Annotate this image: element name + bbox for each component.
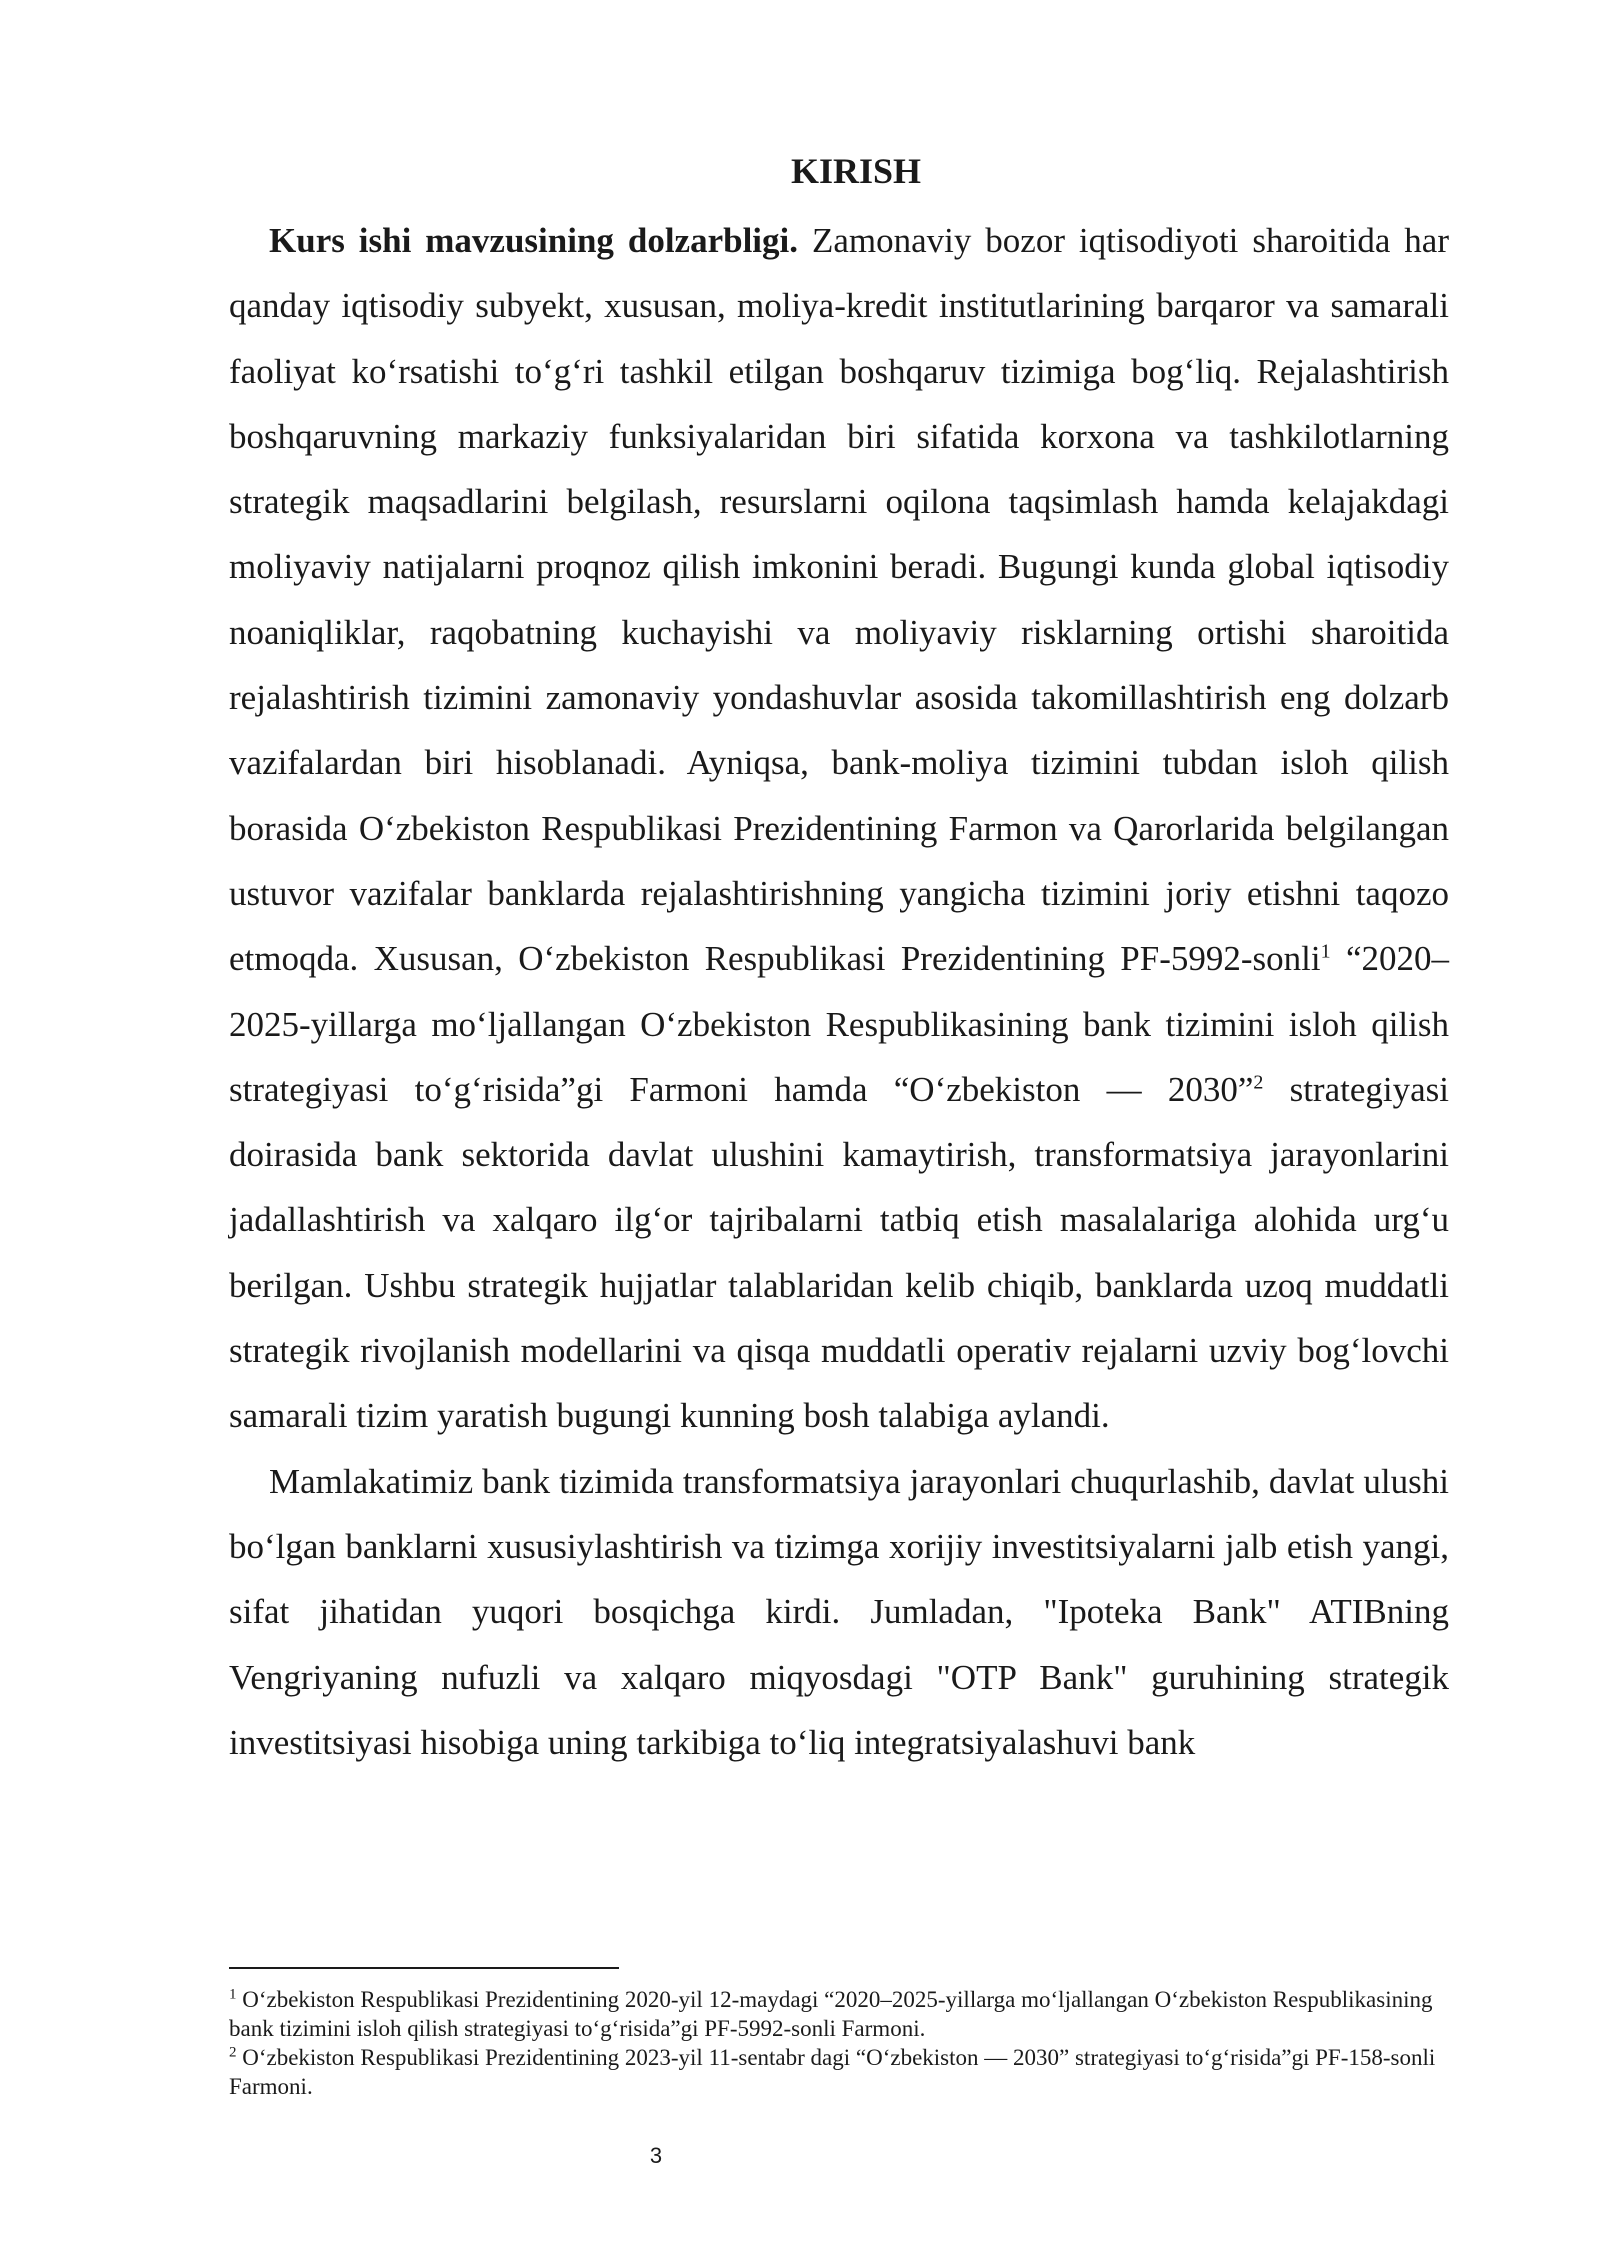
footnote-separator <box>229 1967 619 1969</box>
footnote-marker: 1 <box>229 1986 237 2003</box>
footnotes <box>229 1985 1449 2101</box>
footnote-reference-1[interactable]: 1 <box>1320 940 1331 963</box>
page-number: 3 <box>649 2143 663 2168</box>
footnote-reference-2[interactable]: 2 <box>1253 1071 1264 1094</box>
paragraph-relevance <box>229 208 1449 1449</box>
paragraph-transformation: Mamlakatimiz bank tizimida transformatsiya jarayonlari chuqurlashib, davlat ulushi boʻlgan banklarni xususiylashtirish va tizimga xorijiy investitsiyalarni jalb etish yangi, sifat jihatidan yuqori bosqichga kirdi. Jumladan, "Ipoteka Bank" ATIBning Vengriyaning nufuzli va xalqaro miqyosdagi "OTP Bank" guruhining strategik investitsiyasi hisobiga uning tarkibiga toʻliq integratsiyalashuvi bank <box>229 1461 1449 1762</box>
paragraph-text: strategiyasi doirasida bank sektorida davlat ulushini kamaytirish, transformatsiya jarayonlarini jadallashtirish va xalqaro ilgʻor tajribalarni tatbiq etish masalalariga alohida urgʻu berilgan. Ushbu strategik hujjatlar talablaridan kelib chiqib, banklarda uzoq muddatli strategik rivojlanish modellarini va qisqa muddatli operativ rejalarni uzviy bogʻlovchi samarali tizim yaratish bugungi kunning bosh talabiga aylandi. <box>229 1069 1449 1436</box>
paragraph-lead: Kurs ishi mavzusining dolzarbligi. <box>269 221 799 260</box>
footnote-marker: 2 <box>229 2044 237 2061</box>
footnote-text: Oʻzbekiston Respublikasi Prezidentining 2020-yil 12-maydagi “2020–2025-yillarga moʻljallangan Oʻzbekiston Respublikasining bank tizimini isloh qilish strategiyasi toʻgʻrisida”gi PF-5992-sonli Farmoni. <box>229 1987 1433 2041</box>
body-text <box>229 208 1449 1775</box>
footnote-2 <box>229 2043 1449 2101</box>
section-heading: KIRISH <box>790 151 922 191</box>
paragraph-text: Zamonaviy bozor iqtisodiyoti sharoitida har qanday iqtisodiy subyekt, xususan, moliya-kredit institutlarining barqaror va samarali faoliyat koʻrsatishi toʻgʻri tashkil etilgan boshqaruv tizimiga bogʻliq. Rejalashtirish boshqaruvning markaziy funksiyalaridan biri sifatida korxona va tashkilotlarning strategik maqsadlarini belgilash, resurslarni oqilona taqsimlash hamda kelajakdagi moliyaviy natijalarni proqnoz qilish imkonini beradi. Bugungi kunda global iqtisodiy noaniqliklar, raqobatning kuchayishi va moliyaviy risklarning ortishi sharoitida rejalashtirish tizimini zamonaviy yondashuvlar asosida takomillashtirish eng dolzarb vazifalardan biri hisoblanadi. Ayniqsa, bank-moliya tizimini tubdan isloh qilish borasida Oʻzbekiston Respublikasi Prezidentining Farmon va Qarorlarida belgilangan ustuvor vazifalar banklarda rejalashtirishning yangicha tizimini joriy etishni taqozo etmoqda. Xususan, Oʻzbekiston Respublikasi Prezidentining PF-5992-sonli <box>229 221 1449 979</box>
paragraph-text: “2020–2025-yillarga moʻljallangan Oʻzbekiston Respublikasining bank tizimini isloh qilish strategiyasi toʻgʻrisida”gi Farmoni hamda “Oʻzbekiston — 2030” <box>229 939 1449 1109</box>
footnote-text: Oʻzbekiston Respublikasi Prezidentining 2023-yil 11-sentabr dagi “Oʻzbekiston — 2030” strategiyasi toʻgʻrisida”gi PF-158-sonli Farmoni. <box>229 2045 1436 2099</box>
footnote-1 <box>229 1985 1449 2043</box>
